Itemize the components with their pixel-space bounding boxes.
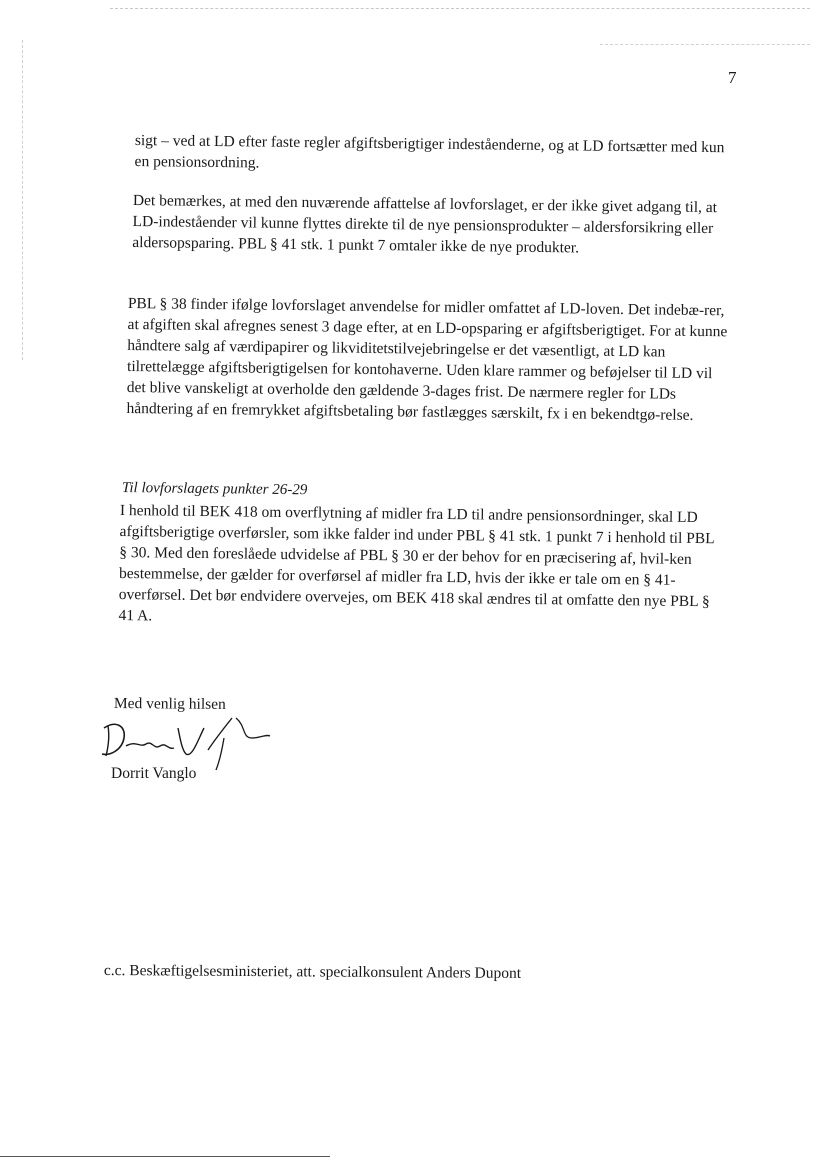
section-paragraph: I henhold til BEK 418 om overflytning af midler fra LD til andre pensionsordninger, skal LD afgiftsberigtige overførsler, som ikke falder ind under PBL § 41 stk. 1 punkt 7 i henhold til PBL § 30. Med den foreslåede udvidelse af PBL § 30 er der behov for en præcisering af, hvil-ken bestemmelse, der gælder for overførsel af midler fra LD, hvis der ikke er tale om en § 41-overførsel. Det bør endvidere overvejes, om BEK 418 skal ændres til at omfatte den nye PBL § 41 A. — [118, 501, 715, 625]
closing-greeting: Med venlig hilsen — [113, 695, 226, 713]
page-number: 7 — [728, 68, 737, 87]
signer-name: Dorrit Vanglo — [111, 765, 197, 782]
section-heading: Til lovforslagets punkter 26-29 — [121, 480, 308, 499]
paragraph-continuation: sigt – ved at LD efter faste regler afgiftsberigtiger indeståenderne, og at LD fortsætter med kun en pensionsordning. — [134, 131, 725, 172]
paragraph-pbl-38: PBL § 38 finder ifølge lovforslaget anvendelse for midler omfattet af LD-loven. Det indebæ-rer, at afgiften skal afregnes senest 3 dage efter, at en LD-opsparing er afgiftsberigtiget. For at kunne håndtere salg af værdipapirer og likviditetstilvejebringelse er det væsentligt, at LD kan tilrettelægge afgiftsberigtigelsen for kontohaverne. Uden klare rammer og beføjelser til LD vil det blive vanskeligt at overholde den gældende 3-dages frist. De nærmere regler for LDs håndtering af en fremrykket afgiftsbetaling bør fastlægges særskilt, fx i en bekendtgø-relse. — [126, 294, 728, 424]
carbon-copy-line: c.c. Beskæftigelsesministeriet, att. specialkonsulent Anders Dupont — [103, 962, 522, 982]
scan-artifact-left-margin — [22, 40, 24, 360]
scan-artifact-top — [110, 8, 810, 10]
handwritten-signature — [96, 698, 276, 773]
scan-artifact-top-right — [600, 44, 810, 46]
paragraph-ld-transfer: Det bemærkes, at med den nuværende affattelse af lovforslaget, er der ikke givet adgang til, at LD-indeståender vil kunne flyttes direkte til de nye pensionsprodukter – aldersforsikring eller aldersopsparing. PBL § 41 stk. 1 punkt 7 omtaler ikke de nye produkter. — [132, 191, 718, 257]
footer-rule — [0, 1156, 330, 1157]
